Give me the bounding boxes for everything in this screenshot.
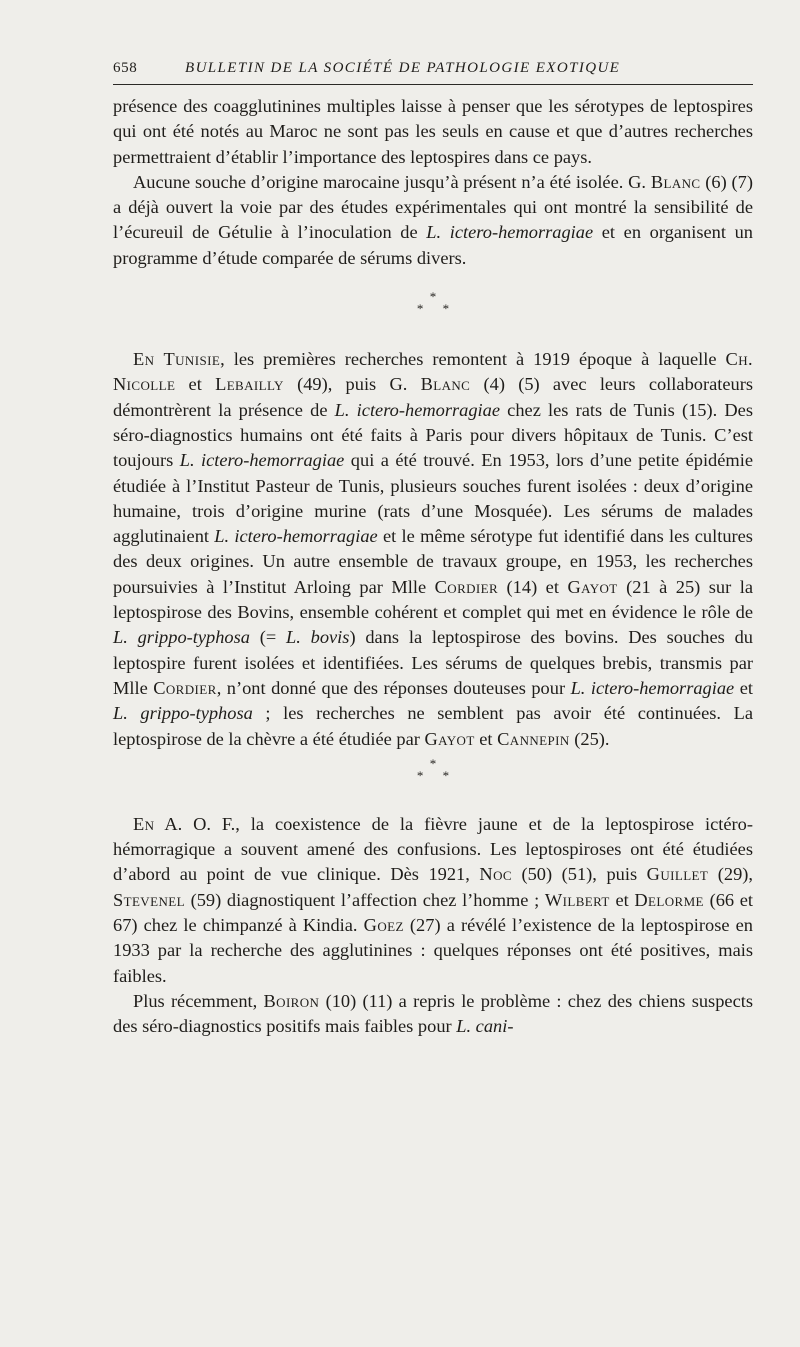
text-run: (10) (11) a repris le problème : chez des chiens suspects des séro-diagnostics positifs mais faibles pour bbox=[113, 990, 753, 1037]
text-run: , n’ont donné que des réponses douteuses pour bbox=[216, 677, 571, 698]
asterism-top-star: * bbox=[429, 755, 437, 771]
paragraph-tunisie bbox=[113, 347, 753, 752]
author-name: Goez bbox=[363, 915, 404, 936]
text-run: chez les rats de Tunis (15). Des séro-diagnostics humains ont été faits à Paris pour divers hôpitaux de Tunis. C’est toujours bbox=[113, 399, 753, 471]
text-run: Aucune souche d’origine marocaine jusqu’à présent n’a été isolée. G. bbox=[133, 171, 651, 192]
author-name: Wilbert bbox=[544, 889, 610, 910]
author-name: Delorme bbox=[634, 889, 704, 910]
section-lead: En bbox=[133, 813, 155, 834]
paragraph-2 bbox=[113, 170, 753, 271]
section-asterism bbox=[113, 291, 753, 315]
text-run: , les premières recherches remontent à 1919 époque à laquelle bbox=[220, 349, 726, 370]
asterism-bottom-stars: * * bbox=[416, 767, 458, 783]
paragraph-recent bbox=[113, 989, 753, 1040]
text-run: (4) (5) avec leurs collaborateurs démontrèrent la présence de bbox=[113, 374, 753, 420]
species-name: L. ictero-hemorragiae bbox=[214, 526, 378, 547]
running-head bbox=[113, 60, 753, 82]
text-run: et en organisent un programme d’étude comparée de sérums divers. bbox=[113, 222, 753, 268]
species-name: L. cani- bbox=[456, 1016, 514, 1037]
author-name: Lebailly bbox=[215, 374, 284, 395]
author-name: Gayot bbox=[567, 576, 618, 597]
author-name: Blanc bbox=[420, 374, 471, 395]
text-run: (= bbox=[249, 627, 287, 648]
author-name: Cannepin bbox=[497, 728, 570, 749]
text-run: Plus récemment, bbox=[133, 990, 264, 1011]
text-run: et bbox=[474, 728, 498, 749]
article-body bbox=[113, 94, 753, 1040]
journal-title: BULLETIN DE LA SOCIÉTÉ DE PATHOLOGIE EXOTIQUE bbox=[185, 60, 621, 76]
author-name: Cordier bbox=[434, 576, 499, 597]
section-lead: En Tunisie bbox=[133, 349, 221, 370]
text-run: (59) diagnostiquent l’affection chez l’homme ; bbox=[184, 889, 545, 910]
species-name: L. ictero-hemorragiae bbox=[334, 399, 501, 420]
page-number: 658 bbox=[113, 60, 138, 76]
text-run: ; les recherches ne semblent pas avoir été continuées. La leptospirose de la chèvre a été étudiée par bbox=[113, 703, 753, 749]
author-name: Gayot bbox=[424, 728, 475, 749]
paragraph-1 bbox=[113, 94, 753, 170]
text-run: (66 et 67) chez le chimpanzé à Kindia. bbox=[113, 889, 754, 936]
text-run: (6) (7) a déjà ouvert la voie par des études expérimentales qui ont montré la sensibilité de l’écureuil de Gétulie à l’inoculation de bbox=[113, 171, 753, 243]
author-name: Boiron bbox=[263, 990, 320, 1011]
author-name: Blanc bbox=[650, 171, 701, 192]
author-name: Cordier bbox=[153, 677, 217, 698]
species-name: L. ictero-hemorragiae bbox=[179, 450, 345, 471]
text-run: et bbox=[734, 677, 753, 698]
text-run: et le même sérotype fut identifié dans les cultures des deux origines. Un autre ensemble de travaux groupe, en 1953, les recherches poursuivies à l’Institut Arloing par Mlle bbox=[113, 526, 753, 597]
header-rule bbox=[113, 84, 753, 85]
author-name: Stevenel bbox=[113, 889, 185, 910]
text-run: (27) a révélé l’existence de la leptospirose en 1933 par la recherche des agglutinines : quelques réponses ont été positives, mais faibles. bbox=[113, 915, 753, 986]
text-run: (49), puis G. bbox=[283, 374, 421, 395]
text-run: ) dans la leptospirose des bovins. Des souches du leptospire furent isolées et identifiées. Les sérums de quelques brebis, transmis par Mlle bbox=[113, 627, 753, 698]
text-run: (21 à 25) sur la leptospirose des Bovins, ensemble cohérent et complet qui met en évidence le rôle de bbox=[113, 576, 753, 623]
text-run: et bbox=[609, 889, 635, 910]
text-run: (50) (51), puis bbox=[511, 864, 647, 885]
paragraph-aof bbox=[113, 812, 753, 989]
asterism-top-star: * bbox=[429, 289, 437, 305]
species-name: L. ictero-hemorragiae bbox=[426, 222, 594, 243]
text-run: A. O. F., la coexistence de la fièvre jaune et de la leptospirose ictéro-hémorragique a souvent amené des confusions. Les leptospiroses ont été étudiées d’abord au point de vue clinique. Dès 1921, bbox=[113, 813, 753, 885]
section-asterism bbox=[113, 755, 753, 783]
author-name: Noc bbox=[479, 864, 512, 885]
species-name: L. grippo-typhosa bbox=[113, 627, 250, 648]
author-name: Guillet bbox=[646, 864, 709, 885]
text-run: (14) et bbox=[498, 576, 568, 597]
species-name: L. bovis bbox=[286, 627, 350, 648]
text-run: qui a été trouvé. En 1953, lors d’une petite épidémie étudiée à l’Institut Pasteur de Tunis, plusieurs souches furent isolées : deux d’origine humaine, trois d’origine murine (rats d’une Mosquée). Les sérums de malades agglutinaient bbox=[113, 450, 753, 547]
text-run: (29), bbox=[708, 864, 753, 885]
asterism-bottom-stars: * * bbox=[416, 301, 458, 317]
text-run: présence des coagglutinines multiples laisse à penser que les sérotypes de leptospires qui ont été notés au Maroc ne sont pas les seuls en cause et que d’autres recherches permettraient d’établir l’importance des leptospires dans ce pays. bbox=[113, 96, 753, 167]
author-name: Ch. Nicolle bbox=[113, 349, 753, 395]
text-run: et bbox=[175, 374, 216, 395]
species-name: L. grippo-typhosa bbox=[113, 703, 253, 724]
text-run: (25). bbox=[569, 728, 610, 749]
species-name: L. ictero-hemorragiae bbox=[570, 677, 735, 698]
